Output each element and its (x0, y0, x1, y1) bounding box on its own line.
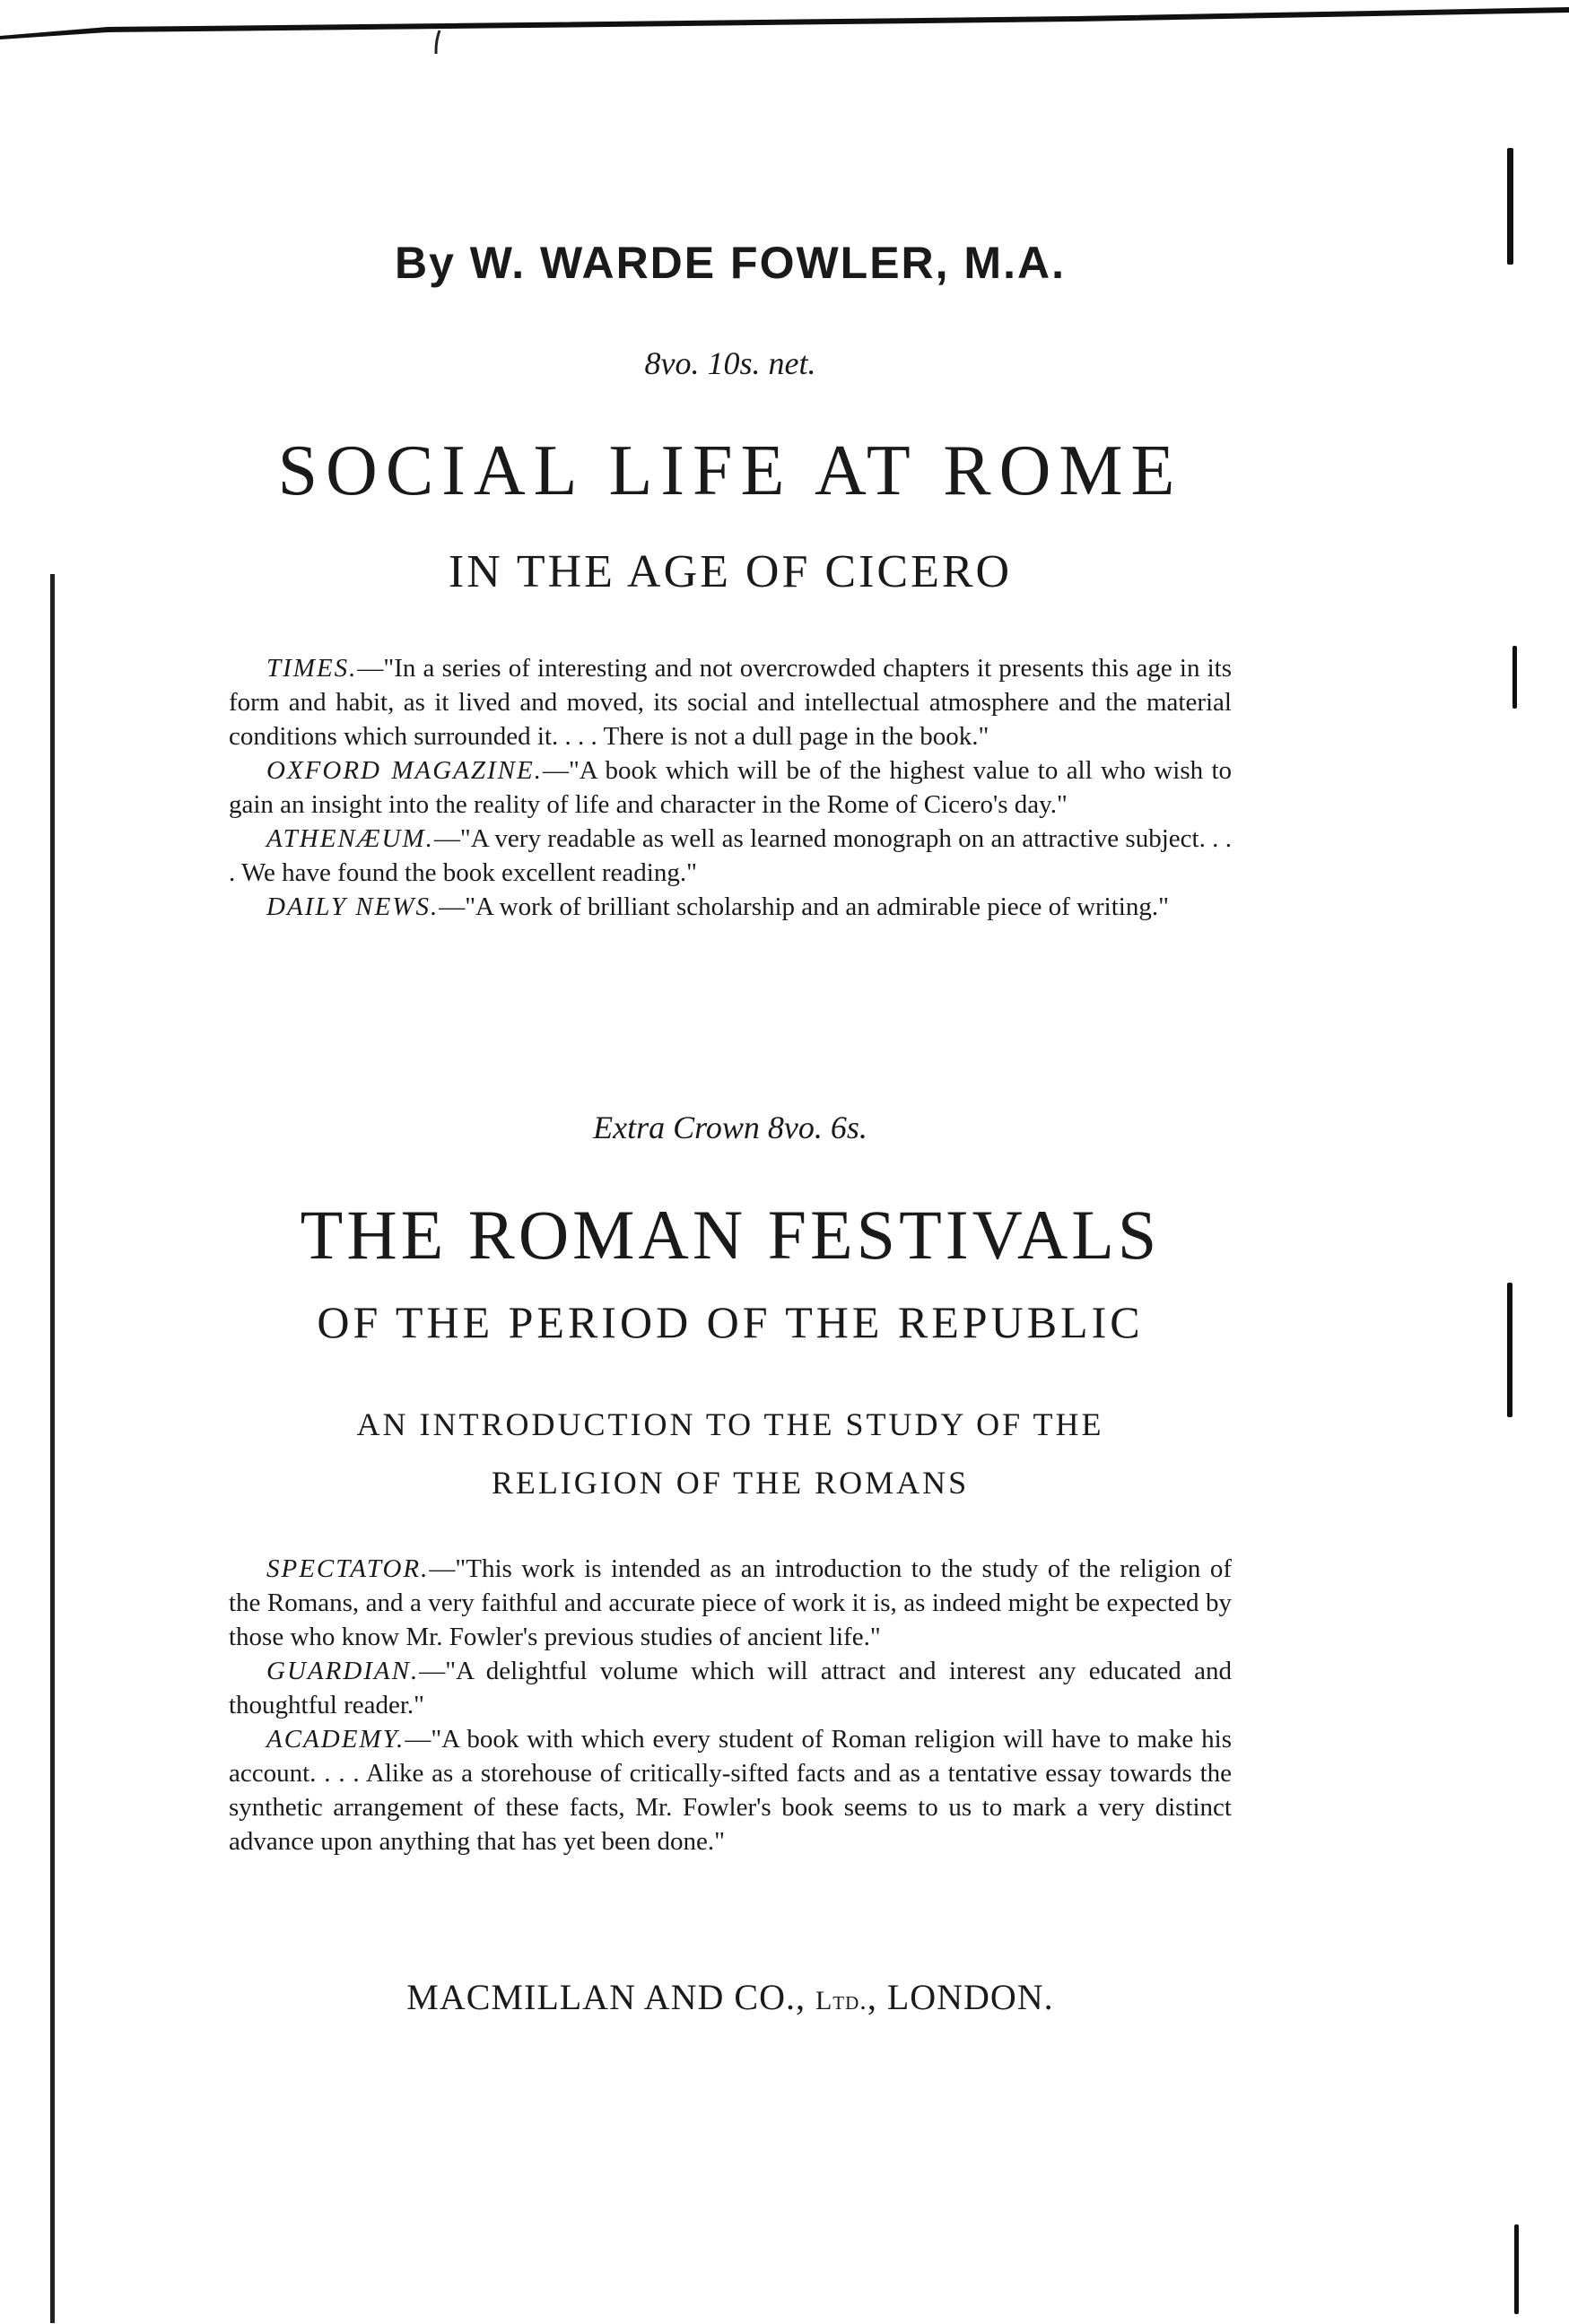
book2-subtitle-line2: RELIGION OF THE ROMANS (491, 1465, 970, 1501)
review (229, 890, 1232, 924)
review-text: —"A delightful volume which will attract and interest any educated and thoughtful reader." (229, 1657, 1232, 1719)
scan-right-mark (1512, 646, 1517, 709)
book1-format: 8vo. 10s. net. (644, 345, 816, 381)
publisher-name: MACMILLAN AND CO., (406, 1977, 815, 2017)
review-source: TIMES. (266, 654, 358, 683)
publisher-city: , LONDON. (867, 1977, 1054, 2017)
book2-subtitle-line1: AN INTRODUCTION TO THE STUDY OF THE (356, 1406, 1104, 1442)
book2-subtitle: OF THE PERIOD OF THE REPUBLIC (317, 1297, 1144, 1347)
scan-right-mark (1514, 2224, 1519, 2314)
review (229, 1722, 1232, 1858)
review (229, 1654, 1232, 1722)
review (229, 753, 1232, 822)
review-text: —"In a series of interesting and not overcrowded chapters it presents this age in its form and habit, as it lived and moved, its social and intellectual atmosphere and the material conditions which surrounded it. . . . There is not a dull page in the book." (229, 654, 1232, 751)
book1-title: SOCIAL LIFE AT ROME (277, 431, 1183, 510)
review-text: —"A work of brilliant scholarship and an admirable piece of writing." (439, 892, 1169, 921)
publisher-imprint (229, 1976, 1232, 2018)
review-text: —"This work is intended as an introduction to the study of the religion of the Romans, and a very faithful and accurate piece of work it is, as indeed might be expected by those who know Mr. Fowler's previous studies of ancient life." (229, 1554, 1232, 1651)
review-source: ATHENÆUM. (266, 824, 434, 853)
review-text: —"A book which will be of the highest value to all who wish to gain an insight into the reality of life and character in the Rome of Cicero's day." (229, 756, 1233, 819)
review-source: ACADEMY. (266, 1725, 405, 1754)
review-text: —"A book with which every student of Roman religion will have to make his account. . . . Alike as a storehouse of critically-sifted facts and as a tentative essay towards the synthetic arrangement of these facts, Mr. Fowler's book seems to us to mark a very distinct advance upon anything that has yet been done." (229, 1725, 1232, 1856)
book2-title: THE ROMAN FESTIVALS (300, 1196, 1161, 1274)
book2-reviews (229, 1552, 1232, 1858)
review-source: OXFORD MAGAZINE. (266, 756, 543, 785)
review-source: DAILY NEWS. (266, 892, 440, 921)
review (229, 822, 1232, 890)
book2-format: Extra Crown 8vo. 6s. (593, 1110, 867, 1145)
scan-edge-artifact (0, 0, 1569, 54)
review (229, 651, 1232, 753)
review-source: SPECTATOR. (266, 1554, 430, 1583)
book1-reviews (229, 651, 1232, 924)
scan-right-mark (1507, 1283, 1512, 1417)
scan-right-mark (1507, 148, 1513, 265)
author-heading: By W. WARDE FOWLER, M.A. (395, 238, 1066, 288)
review-source: GUARDIAN. (266, 1657, 420, 1685)
book1-subtitle: IN THE AGE OF CICERO (448, 546, 1013, 597)
scan-left-edge (50, 574, 55, 2323)
review (229, 1552, 1232, 1654)
review-text: —"A very readable as well as learned monograph on an attractive subject. . . . We have found the book excellent reading." (229, 824, 1232, 887)
publisher-ltd: Ltd. (815, 1986, 867, 2015)
